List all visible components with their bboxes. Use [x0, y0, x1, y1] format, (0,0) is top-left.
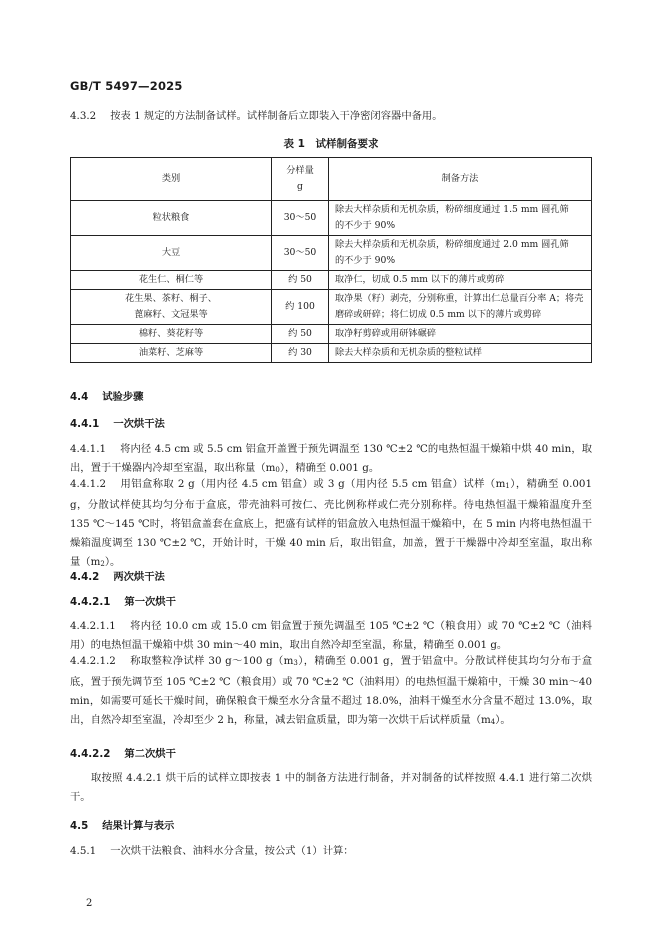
section-4-4-2-2-heading: 4.4.2.2 第二次烘干	[70, 748, 176, 760]
sample-preparation-table	[70, 157, 592, 363]
clause-4-4-1-2: 4.4.1.2 用铝盒称取 2 g（用内径 4.5 cm 铝盒）或 3 g（用内径 5.5 cm 铝盒）试样（m1），精确至 0.001 g，分散试样使其均匀分布于盒底，带壳油料可按仁、壳比例称样或仁壳分别称样。待电热恒温干燥箱温度升至 135 ℃～145 ℃时，将铝盒盖套在盒底上，把盛有试样的铝盒放入电热恒温干燥箱中，在 5 min 内将电热恒温干燥箱温度调至 130 ℃±2 ℃，开始计时，干燥 40 min 后，取出铝盒，加盖，置于干燥器中冷却至室温，取出称量（m2）。	[70, 478, 593, 568]
row-method: 除去大样杂质和无机杂质的整粒试样	[329, 344, 592, 363]
row-amount: 约 30	[272, 344, 329, 363]
row-amount: 约 50	[272, 271, 329, 290]
table-row	[71, 271, 592, 290]
header-sample-amount: 分样量 g	[272, 158, 329, 201]
row-method: 取净仁，切成 0.5 mm 以下的薄片或剪碎	[329, 271, 592, 290]
row-category: 油菜籽、芝麻等	[71, 344, 272, 363]
row-method: 除去大样杂质和无机杂质，粉碎细度通过 2.0 mm 圆孔筛 的不少于 90%	[329, 236, 592, 271]
table-row	[71, 290, 592, 325]
row-method: 取净果（籽）剥壳，分别称重，计算出仁总量百分率 A；将壳 磨碎或研碎；将仁切成 0.5 mm 以下的薄片或剪碎	[329, 290, 592, 325]
clause-4-3-2	[70, 110, 443, 123]
table-row	[71, 325, 592, 344]
section-4-4-heading: 4.4 试验步骤	[70, 391, 144, 403]
standard-code-header: GB/T 5497—2025	[70, 79, 183, 93]
row-method: 除去大样杂质和无机杂质，粉碎细度通过 1.5 mm 圆孔筛 的不少于 90%	[329, 201, 592, 236]
row-category: 花生果、茶籽、桐子、 蓖麻籽、文冠果等	[71, 290, 272, 325]
clause-number: 4.3.2	[70, 110, 97, 122]
clause-4-4-2-1-1: 4.4.2.1.1 将内径 10.0 cm 或 15.0 cm 铝盒置于预先调温至 105 ℃±2 ℃（粮食用）或 70 ℃±2 ℃（油料用）的电热恒温干燥箱中烘 30 min～40 min，取出自然冷却至室温，称量，精确至 0.001 g。	[70, 620, 592, 651]
section-4-4-1-heading: 4.4.1 一次烘干法	[70, 418, 165, 430]
table-caption: 表 1 试样制备要求	[283, 138, 379, 150]
row-category: 大豆	[71, 236, 272, 271]
clause-4-5-1: 4.5.1 一次烘干法粮食、油料水分含量，按公式（1）计算：	[70, 845, 354, 857]
row-category: 花生仁、桐仁等	[71, 271, 272, 290]
row-amount: 30～50	[272, 201, 329, 236]
row-method: 取净籽剪碎或用研钵碾碎	[329, 325, 592, 344]
section-4-4-2-heading: 4.4.2 两次烘干法	[70, 571, 165, 583]
table-header-row	[71, 158, 592, 201]
row-amount: 约 50	[272, 325, 329, 344]
table-row	[71, 201, 592, 236]
table-row	[71, 344, 592, 363]
section-4-4-2-1-heading: 4.4.2.1 第一次烘干	[70, 596, 176, 608]
clause-text: 按表 1 规定的方法制备试样。试样制备后立即装入干净密闭容器中备用。	[110, 110, 443, 122]
clause-4-4-2-2-body: 取按照 4.4.2.1 烘干后的试样立即按表 1 中的制备方法进行制备，并对制备的试样按照 4.4.1 进行第二次烘干。	[70, 772, 592, 803]
row-amount: 30～50	[272, 236, 329, 271]
header-method: 制备方法	[329, 158, 592, 201]
clause-4-4-1-1: 4.4.1.1 将内径 4.5 cm 或 5.5 cm 铝盒开盖置于预先调温至 130 ℃±2 ℃的电热恒温干燥箱中烘 40 min，取出，置于干燥器内冷却至室温，取出称量（m0），精确至 0.001 g。	[70, 443, 592, 474]
table-row	[71, 236, 592, 271]
section-4-5-heading: 4.5 结果计算与表示	[70, 820, 175, 832]
row-amount: 约 100	[272, 290, 329, 325]
row-category: 棉籽、葵花籽等	[71, 325, 272, 344]
row-category: 粒状粮食	[71, 201, 272, 236]
header-category: 类别	[71, 158, 272, 201]
page-number: 2	[86, 898, 93, 909]
clause-4-4-2-1-2: 4.4.2.1.2 称取整粒净试样 30 g～100 g（m3），精确至 0.001 g，置于铝盒中。分散试样使其均匀分布于盒底，置于预先调节至 105 ℃±2 ℃（粮食用）或 70 ℃±2 ℃（油料用）的电热恒温干燥箱中，干燥 30 min～40 min，如需要可延长干燥时间，确保粮食干燥至水分含量不超过 18.0%，油料干燥至水分含量不超过 13.0%，取出，自然冷却至室温，冷却至少 2 h，称量，减去铝盒质量，即为第一次烘干后试样质量（m4）。	[70, 655, 592, 726]
